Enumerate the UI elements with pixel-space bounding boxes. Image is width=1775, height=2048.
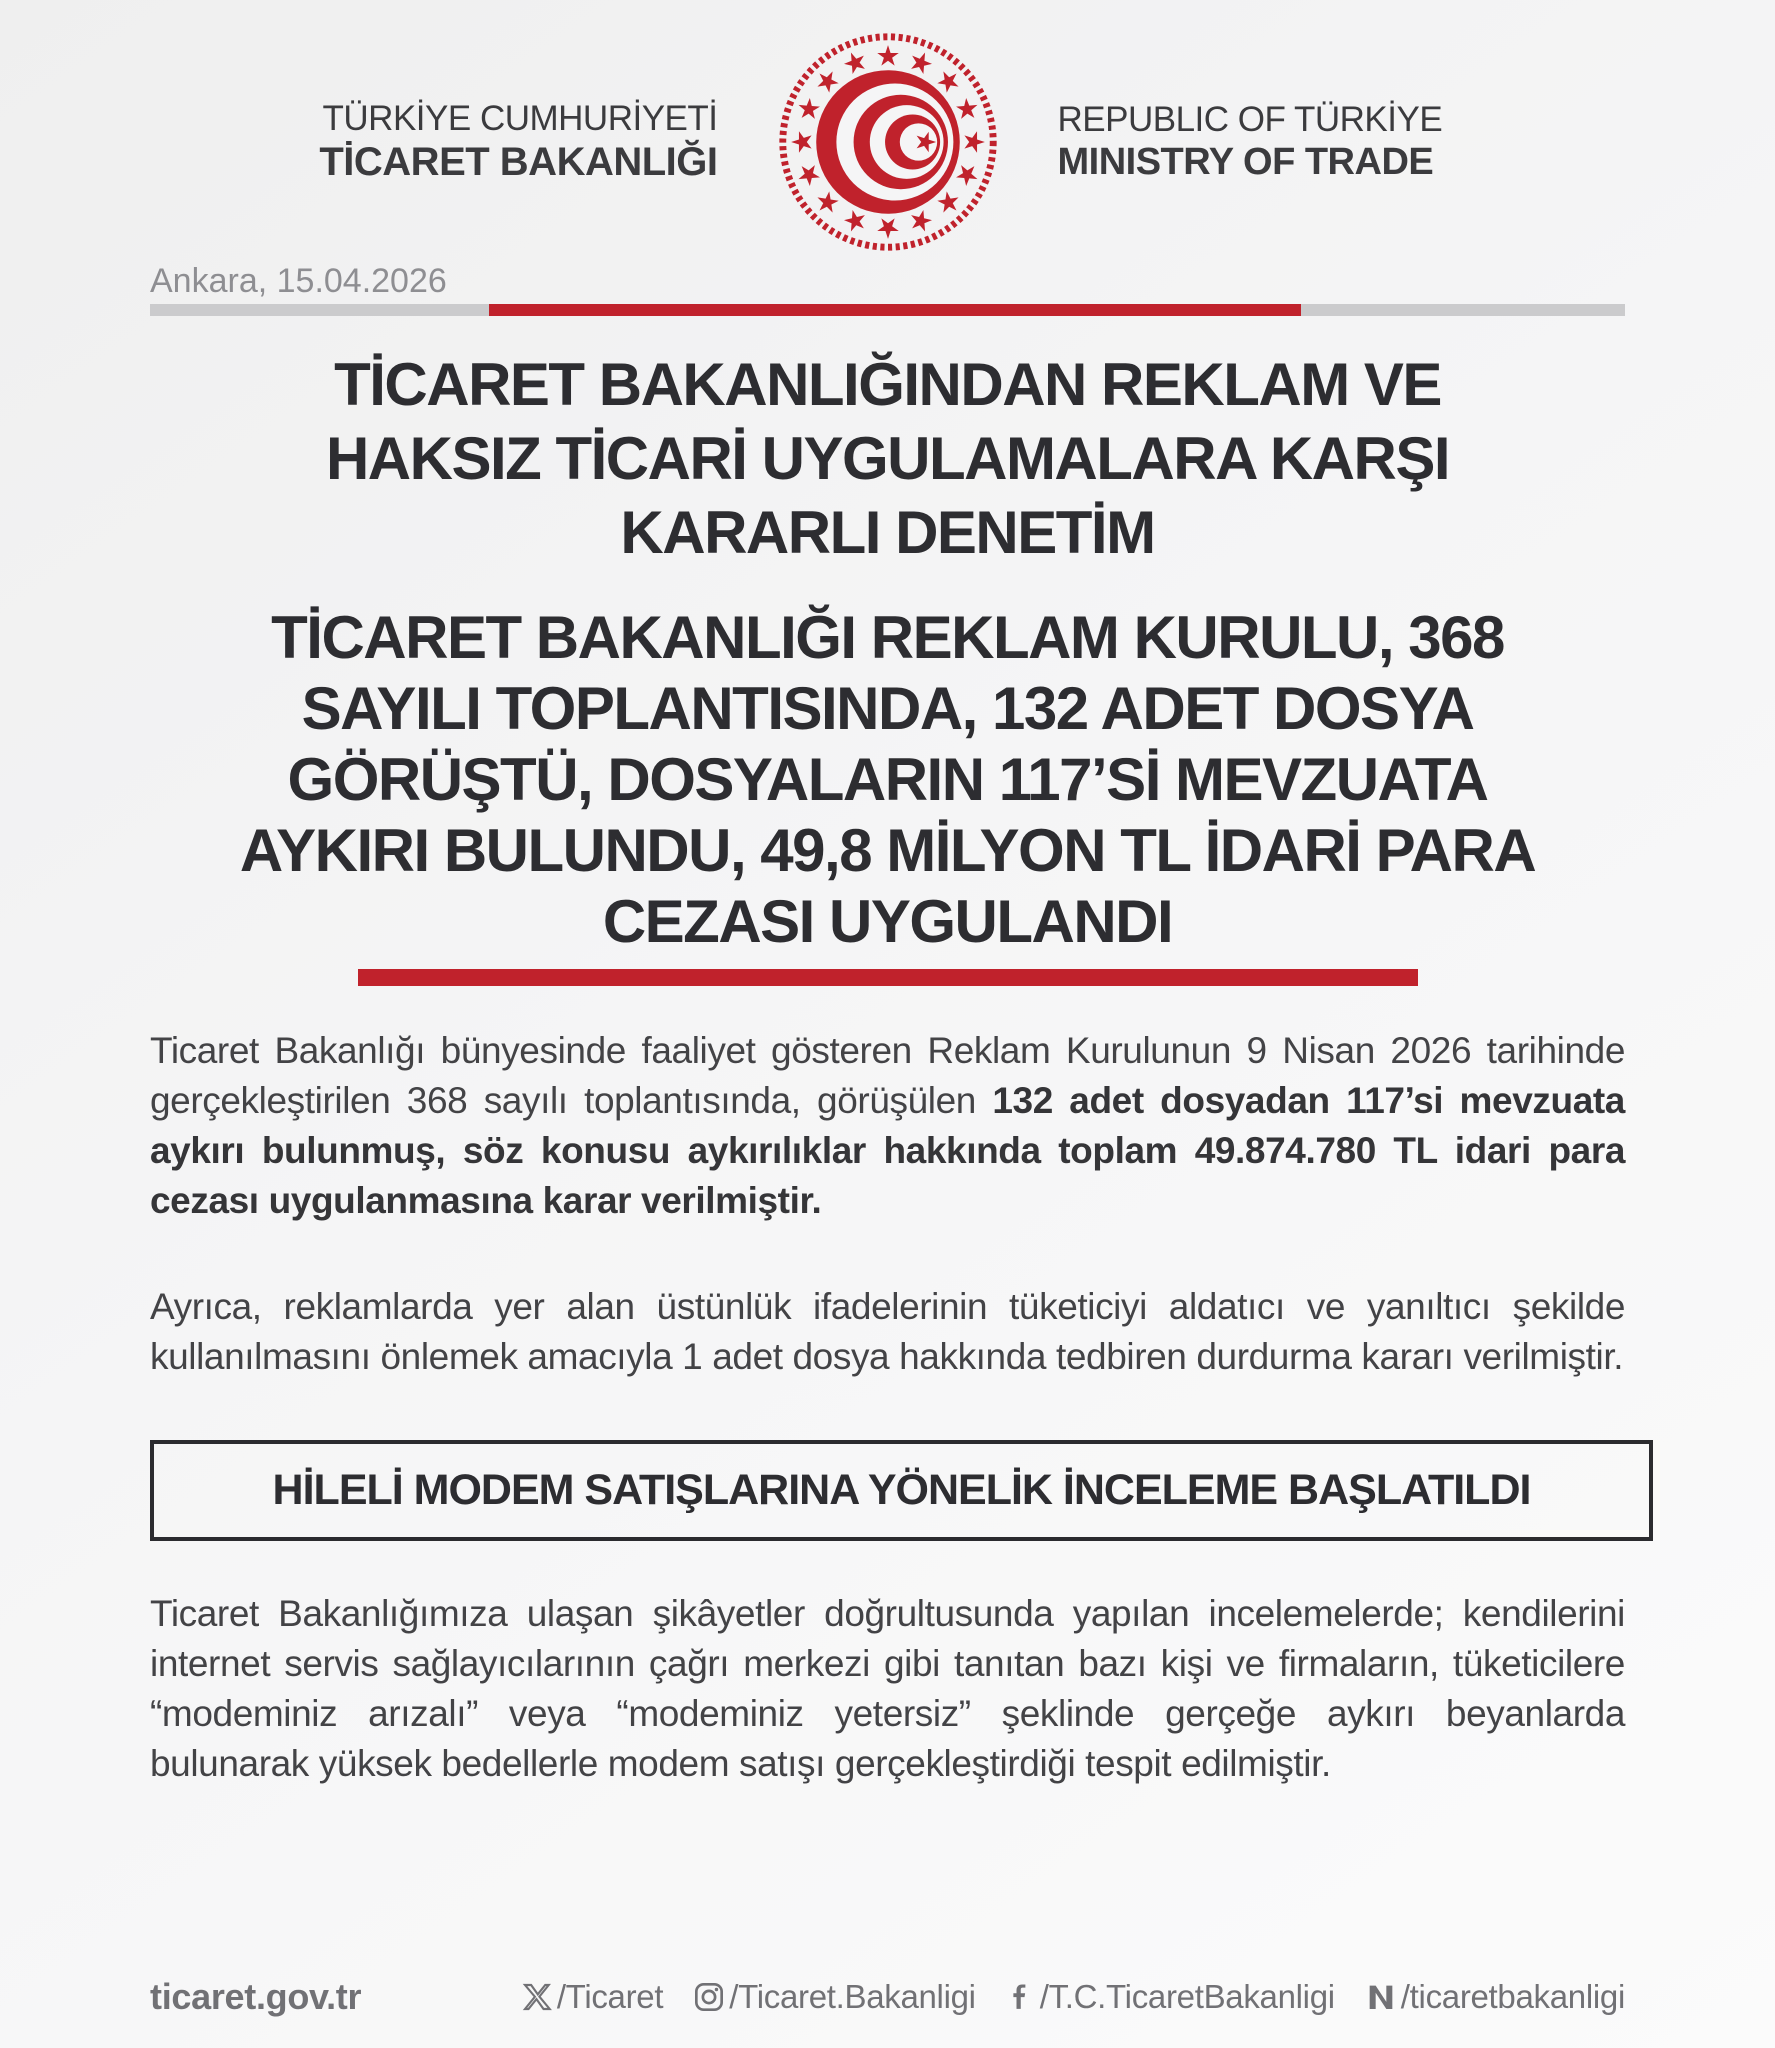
social-handle: /ticaretbakanligi (1400, 1978, 1625, 2015)
social-x (521, 1978, 663, 2016)
paragraph-modem-findings: Ticaret Bakanlığımıza ulaşan şikâyetler doğrultusunda yapılan incelemelerde; kendilerini internet servis sağlayıcılarının çağrı merkezi gibi tanıtan bazı kişi ve firmaların, tüketicilere “modeminiz arızalı” veya “modeminiz yetersiz” şeklinde gerçeğe aykırı beyanlarda bulunarak yüksek bedellerle modem satışı gerçekleştirdiği tespit edilmiştir. (150, 1593, 1625, 1784)
headline (150, 348, 1625, 570)
subheadline-line: AYKIRI BULUNDU, 49,8 MİLYON TL İDARİ PARA (239, 817, 1536, 884)
paragraph-fines-bold: 132 adet dosyadan 117’si mevzuata aykırı bulunmuş, söz konusu aykırılıklar hakkında toplam 49.874.780 TL idari para cezası uygulanmasına karar verilmiştir. (150, 1080, 1625, 1221)
header-divider-red-segment (489, 304, 1300, 316)
social-handle: /T.C.TicaretBakanligi (1039, 1978, 1335, 2015)
paragraph-fines-intro: Ticaret Bakanlığı bünyesinde faaliyet gösteren Reklam Kurulunun 9 Nisan 2026 tarihinde gerçekleştirilen 368 sayılı toplantısında, görüşülen (150, 1030, 1625, 1121)
ministry-name-turkish (278, 98, 718, 186)
paragraph-fines (150, 1026, 1625, 1226)
paragraph-suspension: Ayrıca, reklamlarda yer alan üstünlük ifadelerinin tüketiciyi aldatıcı ve yanıltıcı şekilde kullanılmasını önlemek amacıyla 1 adet dosya hakkında tedbiren durdurma kararı verilmiştir. (150, 1286, 1625, 1377)
social-links (521, 1978, 1625, 2016)
header (0, 0, 1775, 260)
social-handle: /Ticaret.Bakanligi (729, 1978, 976, 2015)
headline-underline-rule (358, 969, 1418, 986)
republic-of-turkiye-tr-label: TÜRKİYE CUMHURİYETİ (322, 98, 718, 138)
nsosyal-icon (1365, 1981, 1397, 2013)
ministry-of-trade-logo (768, 24, 1008, 260)
headline-line: HAKSIZ TİCARİ UYGULAMALARA KARŞI (325, 425, 1450, 492)
headline-line: KARARLI DENETİM (620, 499, 1155, 566)
modem-investigation-heading: HİLELİ MODEM SATIŞLARINA YÖNELİK İNCELEME BAŞLATILDI (272, 1466, 1531, 1514)
subheadline-line: SAYILI TOPLANTISINDA, 132 ADET DOSYA (301, 675, 1474, 742)
modem-investigation-box (150, 1440, 1653, 1541)
subheadline (150, 602, 1625, 957)
instagram-icon (693, 1981, 725, 2013)
social-nsosyal (1365, 1978, 1625, 2016)
ministry-name-english (1058, 99, 1498, 185)
social-instagram (693, 1978, 975, 2016)
header-divider (150, 304, 1625, 316)
facebook-icon (1006, 1982, 1036, 2012)
republic-of-turkiye-en-label: REPUBLIC OF TÜRKİYE (1057, 99, 1443, 139)
subheadline-line: GÖRÜŞTÜ, DOSYALARIN 117’Sİ MEVZUATA (287, 746, 1488, 813)
dateline: Ankara, 15.04.2026 (150, 262, 447, 300)
social-facebook (1006, 1978, 1335, 2016)
ministry-of-trade-en-label: MINISTRY OF TRADE (1057, 141, 1434, 184)
footer (0, 1976, 1775, 2048)
x-icon (521, 1981, 553, 2013)
social-handle: /Ticaret (556, 1978, 664, 2015)
subheadline-line: TİCARET BAKANLIĞI REKLAM KURULU, 368 (271, 604, 1504, 671)
subheadline-line: CEZASI UYGULANDI (602, 888, 1173, 955)
ministry-emblem-icon (770, 24, 1006, 260)
website-label: ticaret.gov.tr (150, 1976, 362, 2017)
headline-line: TİCARET BAKANLIĞINDAN REKLAM VE (334, 351, 1441, 418)
ministry-of-trade-tr-label: TİCARET BAKANLIĞI (319, 140, 718, 185)
